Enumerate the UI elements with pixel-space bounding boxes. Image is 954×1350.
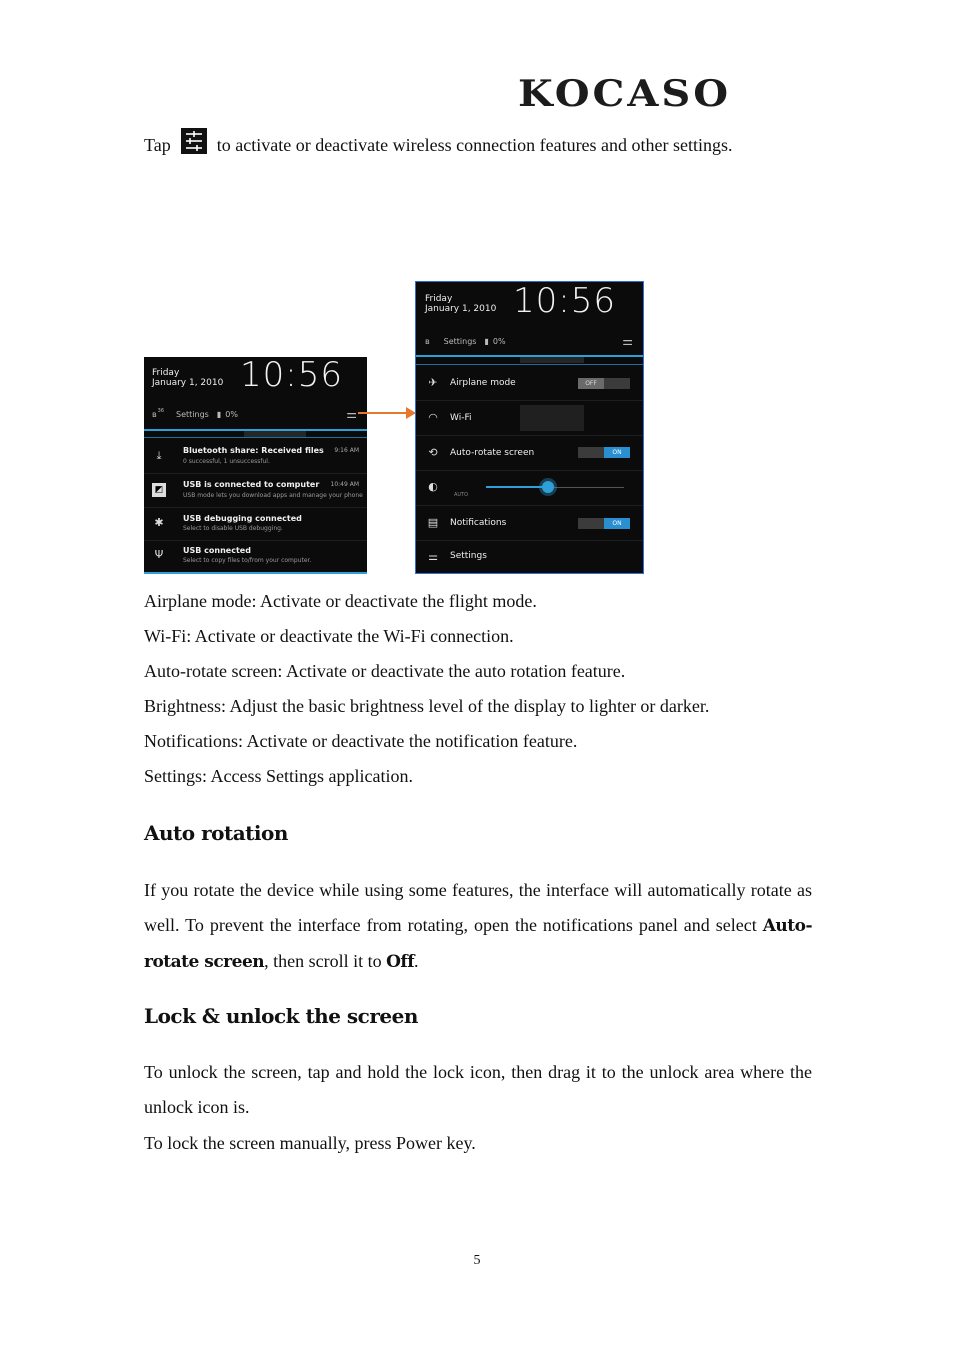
brightness-icon: ◐ bbox=[428, 480, 438, 493]
bold-auto-rotate: Auto-rotate screen bbox=[144, 916, 812, 972]
divider-blue bbox=[144, 429, 367, 431]
status-strip bbox=[416, 334, 643, 348]
battery-icon: ▮ bbox=[216, 409, 222, 419]
notification-row[interactable] bbox=[144, 541, 367, 571]
battery-icon: ▮ bbox=[484, 336, 489, 346]
divider-blue bbox=[416, 355, 643, 357]
airplane-toggle[interactable] bbox=[578, 378, 630, 389]
list-item: Auto-rotate screen: Activate or deactivate the auto rotation feature. bbox=[144, 661, 626, 681]
paragraph-text: . bbox=[414, 951, 419, 971]
notification-sub: USB mode lets you download apps and manage your phone bbox=[183, 492, 363, 499]
status-settings: Settings bbox=[176, 409, 209, 419]
quick-settings-icon[interactable]: ⚌ bbox=[622, 334, 633, 348]
toggle-state: ON bbox=[604, 518, 630, 529]
background-thumbnail bbox=[520, 405, 584, 431]
clock: 10:56 bbox=[240, 357, 343, 395]
brightness-fill bbox=[486, 486, 548, 488]
page-number: 5 bbox=[473, 1253, 481, 1268]
bluetooth-icon: ʙ bbox=[425, 336, 430, 346]
paragraph-text: , then scroll it to bbox=[264, 951, 382, 971]
settings-sliders-icon: ⚌ bbox=[428, 550, 438, 563]
notification-title: USB is connected to computer bbox=[183, 480, 320, 489]
notifications-toggle[interactable] bbox=[578, 518, 630, 529]
settings-row[interactable] bbox=[416, 541, 643, 573]
date-full: January 1, 2010 bbox=[152, 378, 224, 388]
settings-label: Settings bbox=[450, 551, 487, 561]
divider-blue-2 bbox=[416, 364, 643, 365]
usb-computer-icon: ◩ bbox=[152, 483, 166, 497]
section-heading-lock: Lock & unlock the screen bbox=[144, 1004, 418, 1028]
list-item: Brightness: Adjust the basic brightness level of the display to lighter or darker. bbox=[144, 696, 710, 716]
auto-rotation-paragraph bbox=[144, 873, 812, 980]
clock: 10:56 bbox=[513, 281, 616, 321]
toggle-state: ON bbox=[604, 447, 630, 458]
quick-settings-icon[interactable]: ⚌ bbox=[346, 407, 357, 421]
auto-rotate-toggle[interactable] bbox=[578, 447, 630, 458]
notification-time: 10:49 AM bbox=[330, 481, 359, 488]
intro-line bbox=[144, 132, 733, 158]
settings-sliders-icon bbox=[181, 128, 207, 154]
notification-row[interactable] bbox=[144, 474, 367, 508]
debug-icon: ✱ bbox=[154, 516, 164, 529]
auto-rotate-label: Auto-rotate screen bbox=[450, 448, 535, 458]
date-day: Friday bbox=[152, 368, 180, 378]
bold-off: Off bbox=[386, 952, 415, 972]
airplane-label: Airplane mode bbox=[450, 378, 516, 388]
divider-blue-2 bbox=[144, 437, 367, 438]
wifi-label: Wi-Fi bbox=[450, 413, 472, 423]
notification-row[interactable] bbox=[144, 441, 367, 474]
intro-text: to activate or deactivate wireless connection features and other settings. bbox=[216, 134, 733, 155]
brand-logo: KOCASO bbox=[518, 72, 732, 116]
lock-paragraph: To unlock the screen, tap and hold the lock icon, then drag it to the unlock area where the unlock icon is. bbox=[144, 1062, 812, 1117]
status-battery: 0% bbox=[225, 409, 238, 419]
date-full: January 1, 2010 bbox=[425, 304, 497, 314]
auto-rotate-row[interactable] bbox=[416, 436, 643, 471]
wifi-row[interactable] bbox=[416, 401, 643, 436]
date-day: Friday bbox=[425, 294, 453, 304]
download-icon: ⤓ bbox=[156, 449, 162, 462]
notification-sub: Select to copy files to/from your computer. bbox=[183, 557, 312, 564]
wifi-icon: ◠ bbox=[428, 411, 438, 424]
notification-title: USB debugging connected bbox=[183, 514, 302, 523]
notification-panel-screenshot bbox=[144, 357, 367, 574]
quick-settings-screenshot bbox=[415, 281, 644, 574]
airplane-icon: ✈ bbox=[428, 376, 438, 389]
arrow-right-icon bbox=[356, 405, 418, 421]
list-item: Notifications: Activate or deactivate the notification feature. bbox=[144, 731, 578, 751]
bt-badge: 36 bbox=[157, 408, 165, 414]
intro-tap: Tap bbox=[144, 134, 171, 155]
toggle-state: OFF bbox=[578, 378, 604, 389]
status-battery: 0% bbox=[492, 336, 506, 346]
notifications-row[interactable] bbox=[416, 506, 643, 541]
bottom-blue bbox=[144, 572, 367, 574]
feature-list bbox=[144, 584, 824, 794]
notifications-label: Notifications bbox=[450, 518, 507, 528]
usb-icon: Ψ bbox=[154, 548, 164, 561]
rotate-icon: ⟲ bbox=[428, 446, 438, 459]
bluetooth-icon: ʙ bbox=[152, 409, 157, 419]
notification-time: 9:16 AM bbox=[334, 447, 359, 454]
notification-sub: Select to disable USB debugging. bbox=[183, 525, 283, 532]
notification-title: Bluetooth share: Received files bbox=[183, 446, 324, 455]
status-settings: Settings bbox=[443, 336, 477, 346]
brightness-auto: AUTO bbox=[454, 492, 469, 498]
brightness-row[interactable] bbox=[416, 471, 643, 506]
notification-title: USB connected bbox=[183, 546, 251, 555]
list-item: Airplane mode: Activate or deactivate the flight mode. bbox=[144, 591, 537, 611]
list-item: Settings: Access Settings application. bbox=[144, 766, 413, 786]
notification-row[interactable] bbox=[144, 508, 367, 541]
brightness-thumb[interactable] bbox=[542, 481, 554, 493]
lock-paragraph-2: To lock the screen manually, press Power key. bbox=[144, 1133, 476, 1153]
status-strip bbox=[144, 407, 367, 421]
section-heading-auto-rotation: Auto rotation bbox=[144, 821, 288, 845]
notification-sub: 0 successful, 1 unsuccessful. bbox=[183, 458, 270, 465]
airplane-mode-row[interactable] bbox=[416, 366, 643, 401]
paragraph-text: If you rotate the device while using some features, the interface will automatically rotate as well. To prevent the interface from rotating, open the notifications panel and select bbox=[144, 880, 812, 935]
list-item: Wi-Fi: Activate or deactivate the Wi-Fi connection. bbox=[144, 626, 514, 646]
notifications-icon: ▤ bbox=[427, 516, 439, 529]
